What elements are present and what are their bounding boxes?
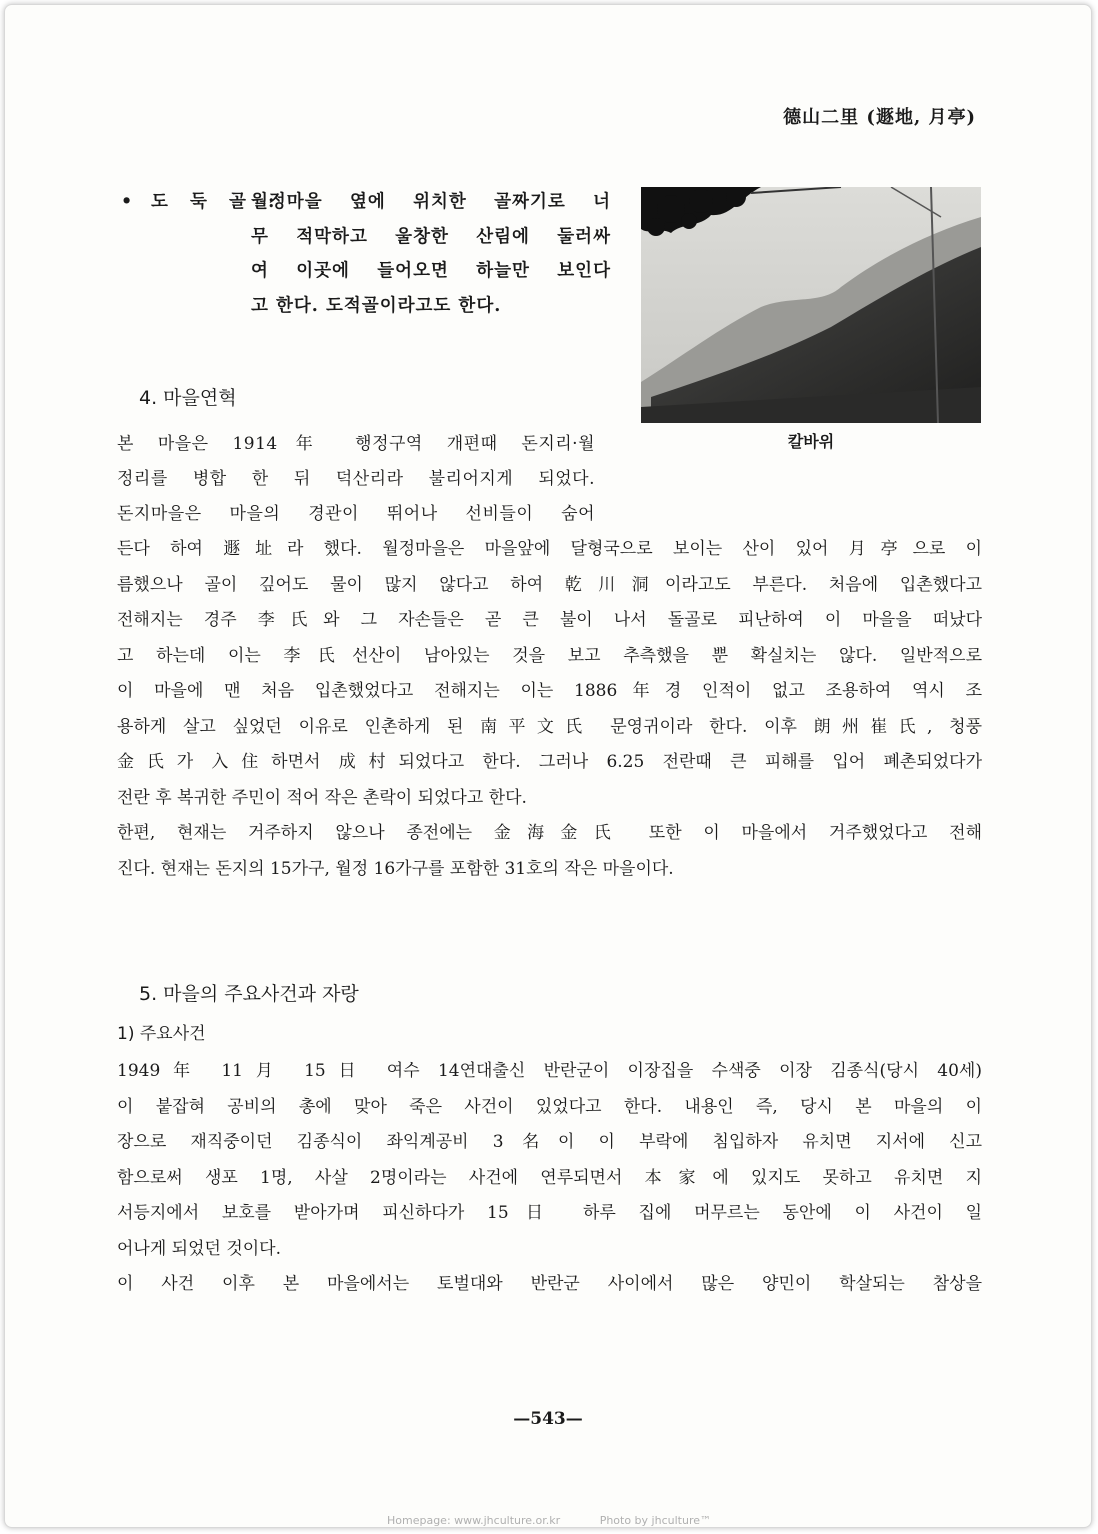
page-number: —543— (513, 1409, 583, 1429)
text-line: 이 마을에 맨 처음 입촌했었다고 전해지는 이는 1886年경 인적이 없고 조용하여 역시 조 (117, 681, 982, 701)
text-line: 어나게 되었던 것이다. (117, 1238, 282, 1259)
text-line: 1949年 11月 15日 여수 14연대출신 반란군이 이장집을 수색중 이장 김종식(당시 40세) (117, 1061, 982, 1081)
mountain-photo-image (641, 187, 981, 423)
photo-caption: 칼바위 (787, 432, 835, 451)
text-line: 름했으나 골이 깊어도 물이 많지 않다고 하여 乾川洞이라고도 부른다. 처음에 입촌했다고 (117, 574, 982, 595)
text-line: 본 마을은 1914年 행정구역 개편때 돈지리·월 (117, 434, 595, 454)
text-line: 진다. 현재는 돈지의 15가구, 월정 16가구를 포함한 31호의 작은 마을이다. (117, 858, 674, 879)
text-line: 장으로 재직중이던 김종식이 좌익계공비 3名이 이 부락에 침입하자 유치면 지서에 신고 (117, 1132, 982, 1152)
entry-line: 월정마을 옆에 위치한 골짜기로 너 (251, 192, 611, 212)
bullet: • (121, 192, 133, 212)
entry-line: 여 이곳에 들어오면 하늘만 보인다 (251, 261, 611, 281)
section-4-body (117, 532, 982, 887)
text-line: 전해지는 경주 李氏와 그 자손들은 곧 큰 불이 나서 돌골로 피난하여 이 마을을 떠났다 (117, 610, 982, 630)
text-line: 든다 하여 遯址라 했다. 월정마을은 마을앞에 달형국으로 보이는 산이 있어 月亭으로 이 (117, 539, 982, 559)
document-page (4, 4, 1092, 1528)
text-line: 함으로써 생포 1명, 사살 2명이라는 사건에 연루되면서 本家에 있지도 못하고 유치면 지 (117, 1167, 982, 1188)
text-line: 고 하는데 이는 李氏선산이 남아있는 것을 보고 추측했을 뿐 확실치는 않다. 일반적으로 (117, 645, 982, 666)
watermark-footer (0, 1514, 1098, 1527)
text-line: 이 붙잡혀 공비의 총에 맞아 죽은 사건이 있었다고 한다. 내용인 즉, 당시 본 마을의 이 (117, 1096, 982, 1117)
text-line: 용하게 살고 싶었던 이유로 인촌하게 된 南平文氏 문영귀이라 한다. 이후 朗州崔氏, 청풍 (117, 716, 982, 737)
entry-line: 고 한다. 도적골이라고도 한다. (251, 295, 502, 316)
entry-description (251, 185, 611, 323)
section-4-intro (117, 427, 595, 532)
section-4-heading: 4. 마을연혁 (139, 387, 237, 409)
section-5-body (117, 1054, 982, 1303)
section-5-heading: 5. 마을의 주요사건과 자랑 (139, 983, 359, 1005)
entry-term: 도 둑 골 : (151, 192, 283, 212)
landscape-photo (641, 187, 981, 423)
photo-credit: Photo by jhculture™ (599, 1514, 711, 1527)
text-line: 서등지에서 보호를 받아가며 피신하다가 15日 하루 집에 머무르는 동안에 이 사건이 일 (117, 1203, 982, 1223)
text-line: 돈지마을은 마을의 경관이 뛰어나 선비들이 숨어 (117, 504, 595, 524)
section-5-subheading: 1) 주요사건 (117, 1024, 206, 1044)
running-header: 德山二里 (遯地, 月亭) (783, 107, 976, 128)
text-line: 이 사건 이후 본 마을에서는 토벌대와 반란군 사이에서 많은 양민이 학살되는 참상을 (117, 1274, 982, 1294)
text-line: 한편, 현재는 거주하지 않으나 종전에는 金海金氏 또한 이 마을에서 거주했었다고 전해 (117, 823, 982, 843)
entry-line: 무 적막하고 울창한 산림에 둘러싸 (251, 226, 611, 247)
text-line: 전란 후 복귀한 주민이 적어 작은 촌락이 되었다고 한다. (117, 787, 527, 808)
homepage-credit: Homepage: www.jhculture.or.kr (386, 1514, 561, 1527)
text-line: 金氏가 入住하면서 成村되었다고 한다. 그러나 6.25 전란때 큰 피해를 입어 폐촌되었다가 (117, 752, 982, 772)
text-line: 정리를 병합 한 뒤 덕산리라 불리어지게 되었다. (117, 469, 595, 489)
